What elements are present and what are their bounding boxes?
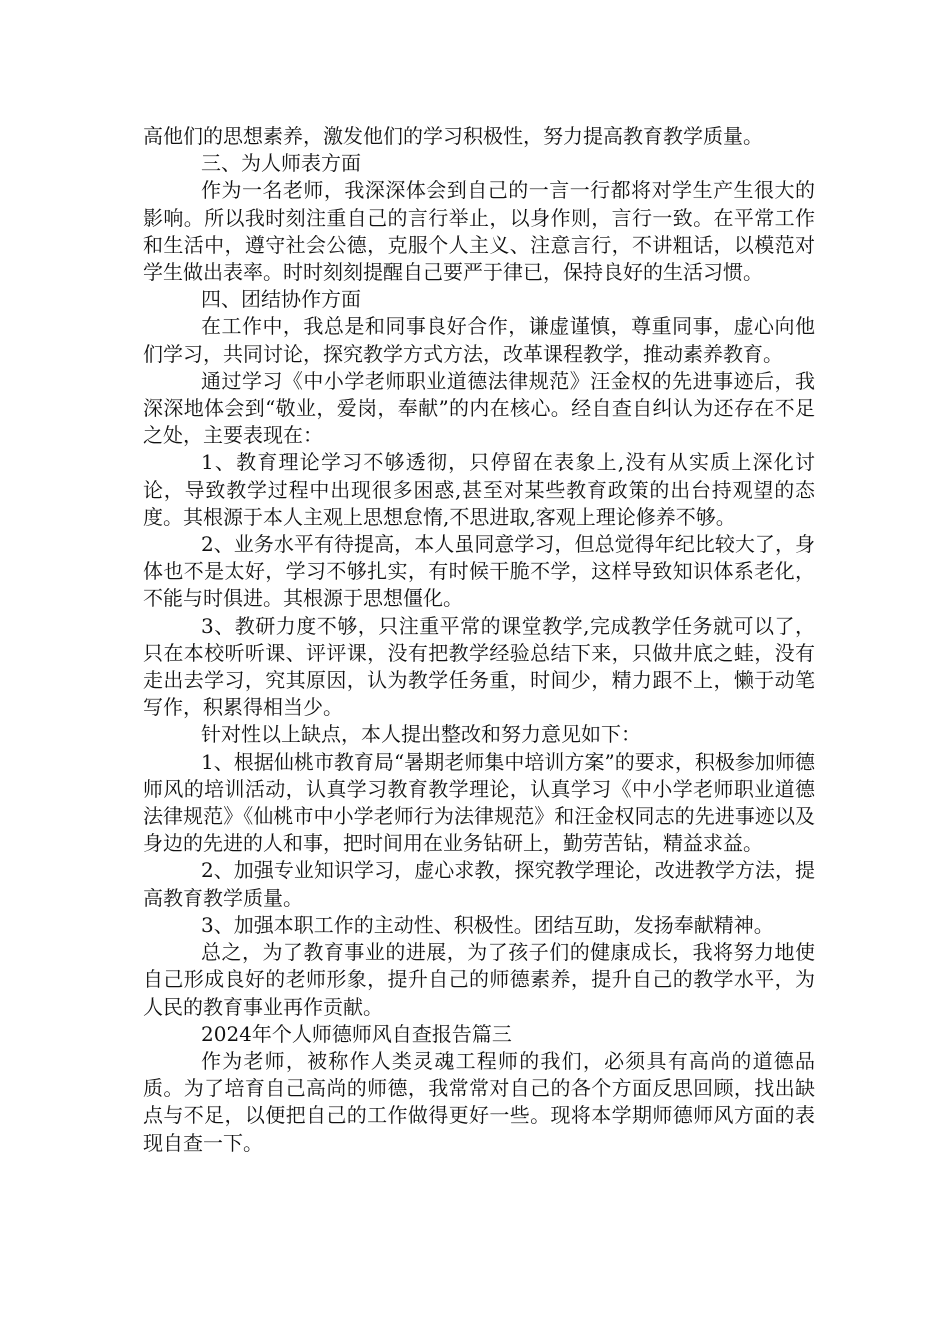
paragraph: 在工作中，我总是和同事良好合作，谦虚谨慎，尊重同事，虚心向他们学习，共同讨论，探究教学方式方法，改革课程教学，推动素养教育。 <box>143 314 815 366</box>
list-item-improvement-2: 2、加强专业知识学习，虚心求教，探究教学理论，改进教学方法，提高教育教学质量。 <box>143 858 815 910</box>
paragraph: 作为老师，被称作人类灵魂工程师的我们，必须具有高尚的道德品质。为了培育自己高尚的师德，我常常对自己的各个方面反思回顾，找出缺点与不足，以便把自己的工作做得更好一些。现将本学期师德师风方面的表现自查一下。 <box>143 1048 815 1155</box>
paragraph: 针对性以上缺点，本人提出整改和努力意见如下： <box>201 722 641 747</box>
section-heading-teamwork: 四、团结协作方面 <box>201 287 361 312</box>
paragraph: 作为一名老师，我深深体会到自己的一言一行都将对学生产生很大的影响。所以我时刻注重自己的言行举止，以身作则，言行一致。在平常工作和生活中，遵守社会公德，克服个人主义、注意言行，不讲粗话，以模范对学生做出表率。时时刻刻提醒自己要严于律已，保持良好的生活习惯。 <box>143 178 815 285</box>
paragraph-conclusion: 总之，为了教育事业的进展，为了孩子们的健康成长，我将努力地使自己形成良好的老师形象，提升自己的师德素养，提升自己的教学水平，为人民的教育事业再作贡献。 <box>143 940 815 1019</box>
paragraph-continued: 高他们的思想素养，激发他们的学习积极性，努力提高教育教学质量。 <box>143 124 763 148</box>
paragraph: 通过学习《中小学老师职业道德法律规范》汪金权的先进事迹后，我深深地体会到“敬业，爱岗，奉献”的内在核心。经自查自纠认为还存在不足之处，主要表现在： <box>143 368 815 448</box>
section-title-part-three: 2024年个人师德师风自查报告篇三 <box>201 1021 512 1046</box>
list-item-improvement-3: 3、加强本职工作的主动性、积极性。团结互助，发扬奉献精神。 <box>201 912 774 937</box>
list-item-shortcoming-1: 1、教育理论学习不够透彻，只停留在表象上,没有从实质上深化讨论，导致教学过程中出现很多困惑,甚至对某些教育政策的出台持观望的态度。其根源于本人主观上思想怠惰,不思进取,客观上理论修养不够。 <box>143 450 815 529</box>
document-body <box>143 123 815 1157</box>
list-item-shortcoming-2: 2、业务水平有待提高，本人虽同意学习，但总觉得年纪比较大了，身体也不是太好，学习不够扎实，有时候干脆不学，这样导致知识体系老化，不能与时俱进。其根源于思想僵化。 <box>143 532 815 611</box>
list-item-shortcoming-3: 3、教研力度不够，只注重平常的课堂教学,完成教学任务就可以了，只在本校听听课、评评课，没有把教学经验总结下来，只做井底之蛙，没有走出去学习，究其原因，认为教学任务重，时间少，精力跟不上，懒于动笔写作，积累得相当少。 <box>143 613 815 720</box>
list-item-improvement-1: 1、根据仙桃市教育局“暑期老师集中培训方案”的要求，积极参加师德师风的培训活动，认真学习教育教学理论，认真学习《中小学老师职业道德法律规范》《仙桃市中小学老师行为法律规范》和汪金权同志的先进事迹以及身边的先进的人和事，把时间用在业务钻研上，勤劳苦钻，精益求益。 <box>143 749 815 856</box>
section-heading-role-model: 三、为人师表方面 <box>201 151 361 176</box>
